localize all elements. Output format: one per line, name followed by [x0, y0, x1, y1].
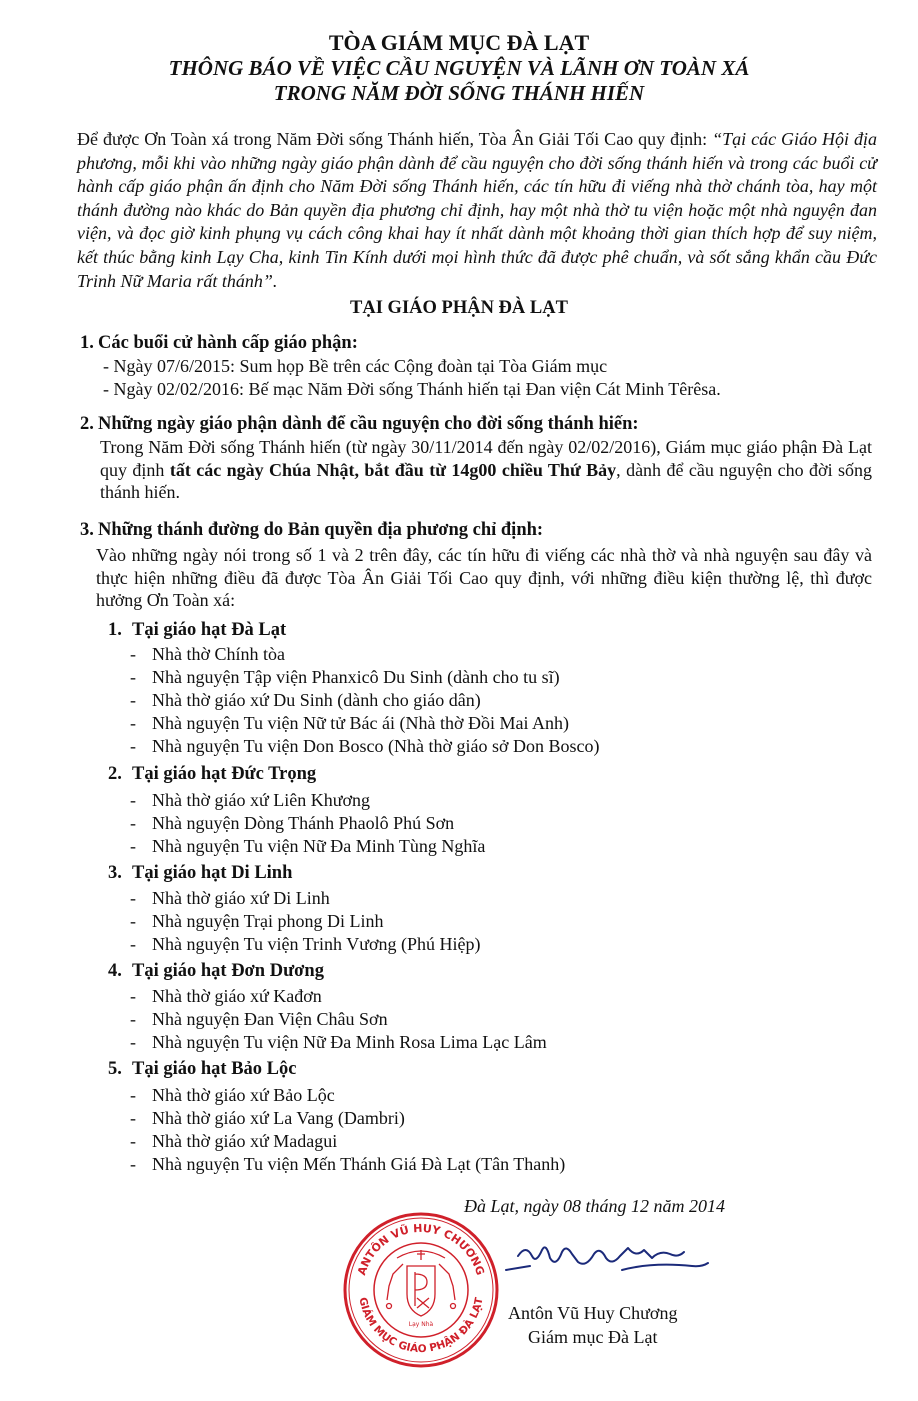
text-span: Trong Năm Đời sống Thánh hiến (từ ngày 30/11/2014 đến ngày 02/02/2016), Giám mục giáo phận Đà Lạt quy định	[100, 437, 872, 480]
list-item-text: Ngày 07/6/2015: Sum họp Bề trên các Cộng đoàn tại Tòa Giám mục	[113, 356, 608, 376]
deanery-title-text: Tại giáo hạt Di Linh	[132, 863, 293, 883]
header	[0, 30, 918, 106]
title-line-1: THÔNG BÁO VỀ VIỆC CẦU NGUYỆN VÀ LÃNH ƠN TOÀN XÁ	[168, 56, 750, 80]
deanery-number: 3.	[108, 863, 122, 883]
list-item: - Nhà nguyện Tu viện Nữ tử Bác ái (Nhà thờ Đồi Mai Anh)	[130, 713, 569, 733]
coat-of-arms-icon	[387, 1250, 456, 1316]
list-item-text: Nhà nguyện Tu viện Trinh Vương (Phú Hiệp)	[152, 934, 481, 954]
section-3-title	[80, 519, 543, 541]
signer-title: Giám mục Đà Lạt	[528, 1327, 658, 1347]
section-title-text: Những ngày giáo phận dành để cầu nguyện cho đời sống thánh hiến:	[98, 414, 639, 434]
list-item-text: Nhà thờ Chính tòa	[152, 644, 286, 664]
list-item-text: Nhà thờ giáo xứ La Vang (Dambri)	[152, 1108, 405, 1128]
deanery-number: 1.	[108, 620, 122, 640]
deanery-number: 5.	[108, 1059, 122, 1079]
subheading: TẠI GIÁO PHẬN ĐÀ LẠT	[350, 298, 568, 318]
deanery-title	[108, 960, 324, 982]
intro-plain: Để được Ơn Toàn xá trong Năm Đời sống Thánh hiến, Tòa Ân Giải Tối Cao quy định:	[77, 129, 713, 149]
intro-paragraph	[77, 128, 877, 293]
list-item-text: Nhà nguyện Tu viện Nữ Đa Minh Tùng Nghĩa	[152, 836, 486, 856]
signature-icon	[502, 1232, 712, 1282]
deanery-title	[108, 862, 292, 884]
list-item-text: Nhà nguyện Đan Viện Châu Sơn	[152, 1009, 388, 1029]
list-item-text: Nhà nguyện Tu viện Nữ Đa Minh Rosa Lima Lạc Lâm	[152, 1032, 547, 1052]
text-span: , dành để cầu nguyện cho đời sống thánh hiến.	[100, 459, 872, 502]
list-item: - Nhà nguyện Trại phong Di Linh	[130, 911, 384, 931]
section-2-title	[80, 413, 639, 435]
deanery-number: 4.	[108, 961, 122, 981]
signature-date: Đà Lạt, ngày 08 tháng 12 năm 2014	[464, 1196, 725, 1216]
list-item-text: Nhà thờ giáo xứ Du Sinh (dành cho giáo dân)	[152, 690, 481, 710]
list-item: - Nhà nguyện Đan Viện Châu Sơn	[130, 1009, 388, 1029]
list-item-text: Nhà thờ giáo xứ Bảo Lộc	[152, 1085, 335, 1105]
bold-text: tất các ngày Chúa Nhật, bắt đầu từ 14g00 chiều Thứ Bảy	[169, 459, 617, 480]
list-item-text: Nhà thờ giáo xứ Kađơn	[152, 986, 322, 1006]
list-item: - Nhà nguyện Tu viện Mến Thánh Giá Đà Lạt (Tân Thanh)	[130, 1154, 566, 1174]
list-item-text: Nhà nguyện Tu viện Don Bosco (Nhà thờ giáo sở Don Bosco)	[152, 736, 600, 756]
seal-text-top: ANTÔN VŨ HUY CHƯƠNG	[355, 1221, 487, 1277]
list-item: - Nhà thờ giáo xứ Liên Khương	[130, 790, 371, 810]
list-item: - Nhà nguyện Tu viện Nữ Đa Minh Tùng Nghĩa	[130, 836, 486, 856]
list-item-text: Nhà thờ giáo xứ Liên Khương	[152, 790, 371, 810]
section-title-text: Các buổi cử hành cấp giáo phận:	[98, 333, 358, 353]
title-line-2: TRONG NĂM ĐỜI SỐNG THÁNH HIẾN	[273, 81, 645, 105]
list-item-text: Nhà nguyện Dòng Thánh Phaolô Phú Sơn	[152, 813, 455, 833]
list-item: - Nhà thờ giáo xứ Kađơn	[130, 986, 322, 1006]
list-item: - Nhà thờ giáo xứ La Vang (Dambri)	[130, 1108, 405, 1128]
org-name: TÒA GIÁM MỤC ĐÀ LẠT	[328, 30, 590, 55]
list-item: - Nhà thờ giáo xứ Di Linh	[130, 888, 330, 908]
signer-name: Antôn Vũ Huy Chương	[508, 1303, 678, 1323]
list-item: - Nhà nguyện Tu viện Don Bosco (Nhà thờ giáo sở Don Bosco)	[130, 736, 600, 756]
seal-text-bottom: GIÁM MỤC GIÁO PHẬN ĐÀ LẠT	[356, 1296, 486, 1356]
deanery-title	[108, 1058, 296, 1080]
deanery-title-text: Tại giáo hạt Đức Trọng	[132, 764, 317, 784]
list-item: - Nhà nguyện Tu viện Trinh Vương (Phú Hiệp)	[130, 934, 481, 954]
deanery-title-text: Tại giáo hạt Đà Lạt	[132, 620, 287, 640]
bishop-seal	[341, 1210, 501, 1370]
list-item-text: Nhà nguyện Trại phong Di Linh	[152, 911, 384, 931]
list-item: - Nhà thờ giáo xứ Du Sinh (dành cho giáo dân)	[130, 690, 481, 710]
section-number: 1.	[80, 333, 94, 353]
section-number: 3.	[80, 520, 94, 540]
list-item: - Nhà nguyện Tu viện Nữ Đa Minh Rosa Lima Lạc Lâm	[130, 1032, 547, 1052]
list-item-text: Nhà thờ giáo xứ Di Linh	[152, 888, 330, 908]
list-item: - Nhà thờ giáo xứ Madagui	[130, 1131, 338, 1151]
section-number: 2.	[80, 414, 94, 434]
deanery-title-text: Tại giáo hạt Đơn Dương	[132, 961, 324, 981]
seal-motto: Lạy Nhà	[408, 1321, 434, 1328]
list-item-text: Nhà thờ giáo xứ Madagui	[152, 1131, 338, 1151]
section-2-text	[100, 436, 872, 504]
list-item: - Ngày 07/6/2015: Sum họp Bề trên các Cộng đoàn tại Tòa Giám mục	[103, 356, 608, 376]
deanery-title-text: Tại giáo hạt Bảo Lộc	[132, 1059, 297, 1079]
deanery-number: 2.	[108, 764, 122, 784]
deanery-title	[108, 763, 316, 785]
section-title-text: Những thánh đường do Bản quyền địa phương chỉ định:	[98, 520, 544, 540]
list-item: - Nhà nguyện Dòng Thánh Phaolô Phú Sơn	[130, 813, 455, 833]
list-item: - Nhà nguyện Tập viện Phanxicô Du Sinh (dành cho tu sĩ)	[130, 667, 560, 687]
list-item-text: Nhà nguyện Tu viện Nữ tử Bác ái (Nhà thờ Đồi Mai Anh)	[152, 713, 569, 733]
deanery-title	[108, 619, 286, 641]
list-item-text: Nhà nguyện Tập viện Phanxicô Du Sinh (dành cho tu sĩ)	[152, 667, 560, 687]
section-3-text: Vào những ngày nói trong số 1 và 2 trên đây, các tín hữu đi viếng các nhà thờ và nhà nguyện sau đây và thực hiện những điều đã được Tòa Ân Giải Tối Cao quy định, với những điều kiện thường lệ, thì được hưởng Ơn Toàn xá:	[96, 545, 872, 610]
list-item-text: Nhà nguyện Tu viện Mến Thánh Giá Đà Lạt (Tân Thanh)	[152, 1154, 566, 1174]
list-item: - Nhà thờ Chính tòa	[130, 644, 286, 664]
list-item: - Nhà thờ giáo xứ Bảo Lộc	[130, 1085, 335, 1105]
intro-quote: “Tại các Giáo Hội địa phương, mỗi khi vào những ngày giáo phận dành để cầu nguyện cho đời sống thánh hiến và trong các buổi cử hành cấp giáo phận ấn định cho Năm Đời sống Thánh hiến, các tín hữu đi viếng nhà thờ chánh tòa, hay một thánh đường nào khác do Bản quyền địa phương chỉ định, hay một nhà thờ tu viện hoặc một nhà nguyện đan viện, và đọc giờ kinh phụng vụ cách công khai hay ít nhất dành một khoảng thời gian thích hợp để suy niệm, kết thúc bằng kinh Lạy Cha, kinh Tin Kính dưới mọi hình thức đã được phê chuẩn, và sốt sắng khẩn cầu Đức Trinh Nữ Maria rất thánh”.	[77, 129, 877, 291]
list-item-text: Ngày 02/02/2016: Bế mạc Năm Đời sống Thánh hiến tại Đan viện Cát Minh Têrêsa.	[113, 379, 721, 399]
section-1-title	[80, 332, 358, 354]
list-item: - Ngày 02/02/2016: Bế mạc Năm Đời sống Thánh hiến tại Đan viện Cát Minh Têrêsa.	[103, 379, 721, 399]
